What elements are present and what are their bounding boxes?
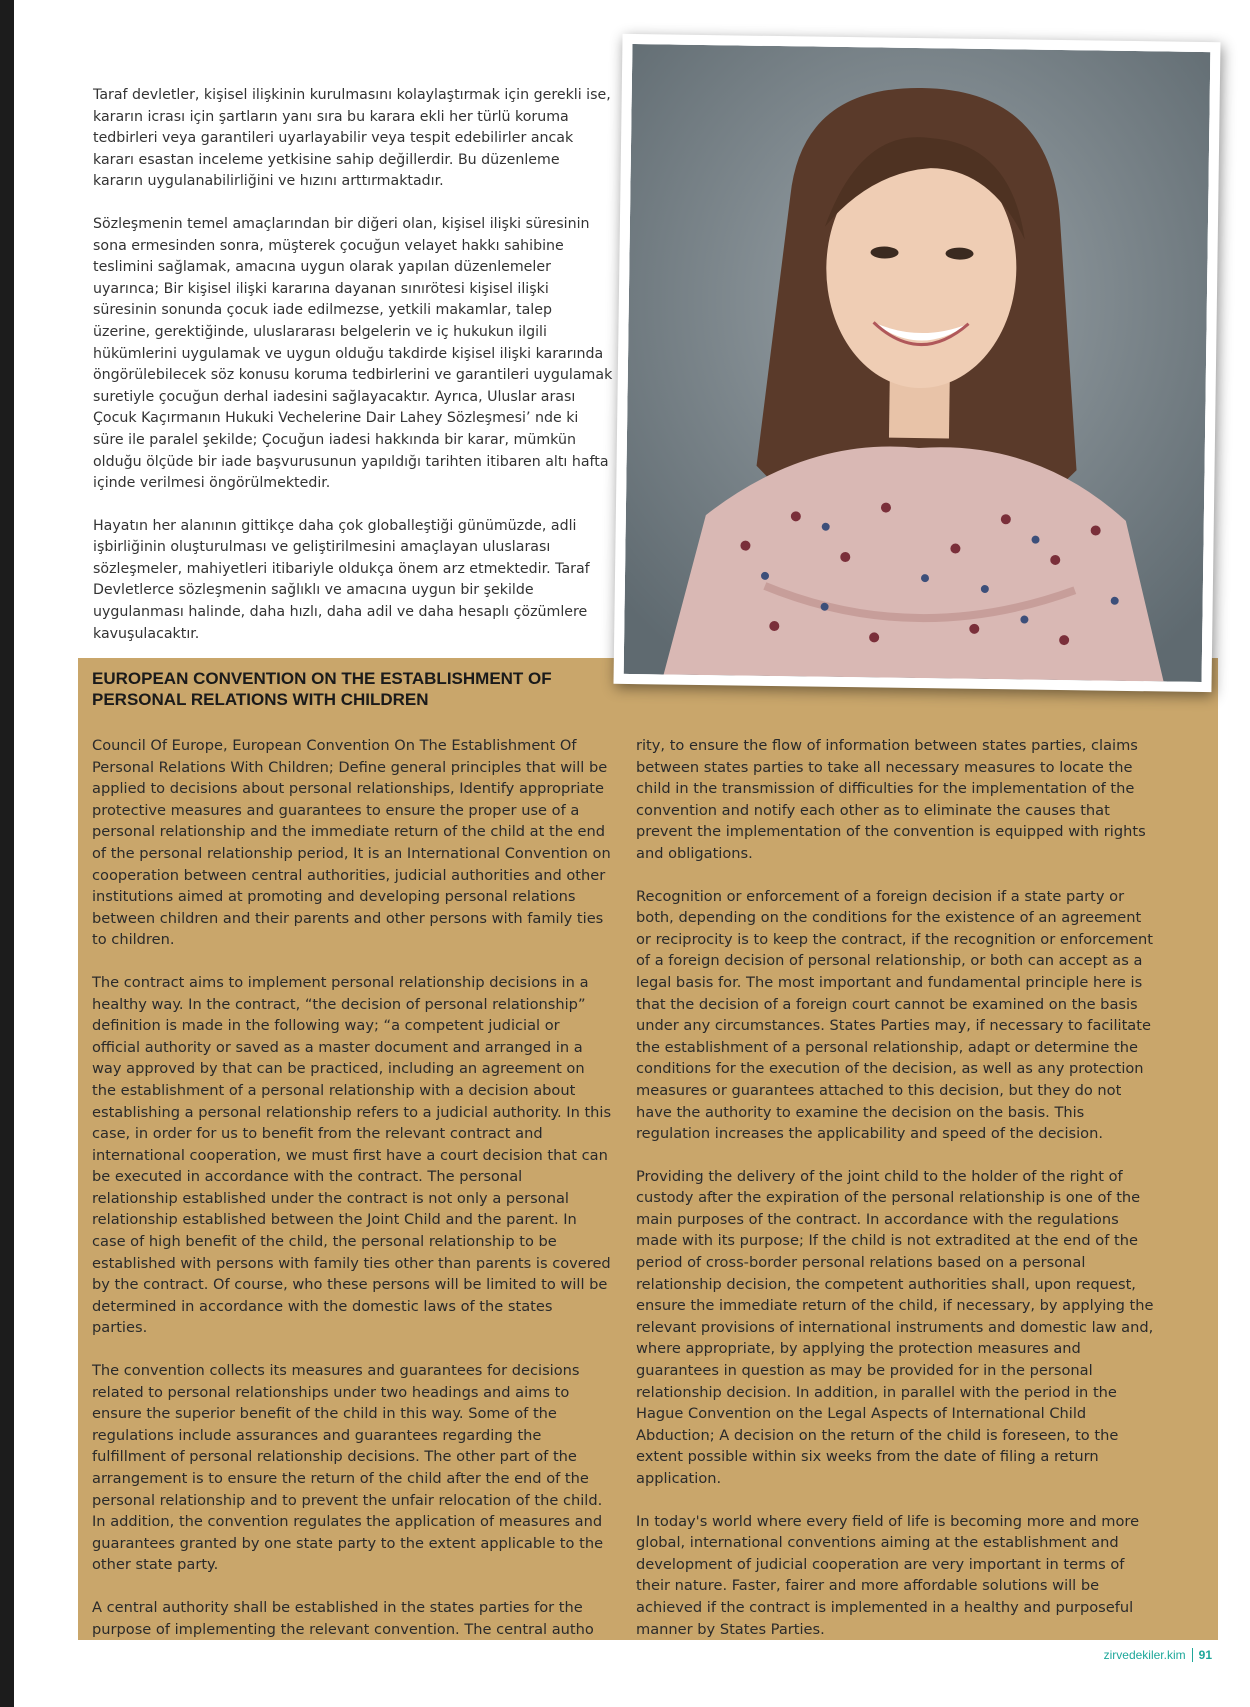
english-paragraph: Council Of Europe, European Convention On The Establishment Of Personal Relations With Children; Define general principles that will be applied to decisions about personal relationships, Identify appropriate protective measures and guarantees to ensure the proper use of a personal relationship and the immediate return of the child at the end of the personal relationship period, It is an International Convention on cooperation between central authorities, judicial authorities and other institutions aimed at promoting and developing personal relations between children and their parents and other persons with family ties to children. — [92, 737, 611, 949]
english-paragraph: In today's world where every field of life is becoming more and more global, international conventions aiming at the establishment and development of judicial cooperation are very important in terms of their nature. Faster, fairer and more affordable solutions will be achieved if the contract is implemented in a healthy and purposeful manner by States Parties. — [636, 1512, 1140, 1638]
english-paragraph: The contract aims to implement personal relationship decisions in a healthy way. In the contract, “the decision of personal relationship” definition is made in the following way; “a competent judicial or official authority or saved as a master document and arranged in a way approved by that can be practiced, including an agreement on the establishment of a personal relationship with a decision about establishing a personal relationship refers to a judicial authority. In this case, in order for us to benefit from the relevant contract and international cooperation, we must first have a court decision that can be executed in accordance with the contract. The personal relationship established under the contract is not only a personal relationship established between the Joint Child and the parent. In case of high benefit of the child, the personal relationship to be established with persons with family ties other than parents is covered by the contract. Of course, who these persons will be limited to will be determined in accordance with the domestic laws of the states parties. — [92, 973, 612, 1337]
footer-divider — [1192, 1648, 1193, 1662]
page-number: 91 — [1198, 1648, 1212, 1662]
footer-site-name: zirvedekiler.kim — [1103, 1648, 1186, 1662]
heading-line: EUROPEAN CONVENTION ON THE ESTABLISHMENT OF — [92, 669, 552, 688]
heading-line: PERSONAL RELATIONS WITH CHILDREN — [92, 690, 429, 709]
page-spine — [0, 0, 14, 1707]
english-paragraph: Recognition or enforcement of a foreign decision if a state party or both, depending on the conditions for the existence of an agreement or reciprocity is to keep the contract, if the recognition or enforcement of a foreign decision of personal relationship, or both can accept as a legal basis for. The most important and fundamental principle here is that the decision of a foreign court cannot be examined on the basis under any circumstances. States Parties may, if necessary to facilitate the establishment of a personal relationship, adapt or determine the conditions for the execution of the decision, as well as any protection measures or guarantees attached to this decision, but they do not have the authority to examine the decision on the basis. This regulation increases the applicability and speed of the decision. — [636, 887, 1154, 1143]
turkish-text-column — [93, 85, 613, 666]
english-text-left-column — [92, 735, 612, 1661]
english-paragraph: A central authority shall be established in the states parties for the purpose of implementing the relevant convention. The central autho — [92, 1598, 594, 1638]
english-paragraph: Providing the delivery of the joint child to the holder of the right of custody after the expiration of the personal relationship is one of the main purposes of the contract. In accordance with the regulations made with its purpose; If the child is not extradited at the end of the period of cross-border personal relations based on a personal relationship decision, the competent authorities shall, upon request, ensure the immediate return of the child, if necessary, by applying the relevant provisions of international instruments and domestic law and, where appropriate, by applying the protection measures and guarantees in question as may be provided for in the personal relationship decision. In addition, in parallel with the period in the Hague Convention on the Legal Aspects of International Child Abduction; A decision on the return of the child is foreseen, to the extent possible within six weeks from the date of filing a return application. — [636, 1167, 1154, 1487]
page-footer — [1104, 1648, 1212, 1662]
portrait-illustration — [624, 44, 1211, 682]
turkish-paragraph: Hayatın her alanının gittikçe daha çok globalleştiği günümüzde, adli işbirliğinin oluşturulması ve geliştirilmesini amaçlayan uluslarası sözleşmeler, mahiyetleri itibariyle oldukça önem arz etmektedir. Taraf Devletlerce sözleşmenin sağlıklı ve amacına uygun bir şekilde uygulanması halinde, daha hızlı, daha adil ve daha hesaplı çözümlere kavuşulacaktır. — [93, 517, 590, 642]
turkish-paragraph: Sözleşmenin temel amaçlarından bir diğeri olan, kişisel ilişki süresinin sona ermesinden sonra, müşterek çocuğun velayet hakkı sahibine teslimini sağlamak, amacına uygun olarak yapılan düzenlemeler uyarınca; Bir kişisel ilişki kararına dayanan sınırötesi kişisel ilişki süresinin sonunda çocuk iade edilmezse, yetkili makamlar, talep üzerine, gerektiğinde, uluslararası belgelerin ve iç hukukun ilgili hükümlerini uygulamak ve uygun olduğu takdirde kişisel ilişki kararında öngörülebilecek söz konusu koruma tedbirlerini ve garantileri uygulamak suretiyle çocuğun derhal iadesini sağlayacaktır. Ayrıca, Uluslar arası Çocuk Kaçırmanın Hukuki Vechelerine Dair Lahey Sözleşmesi’ nde ki süre ile paralel şekilde; Çocuğun iadesi hakkında bir karar, mümkün olduğu ölçüde bir iade başvurusunun yapıldığı tarihten itibaren altı hafta içinde verilmesi öngörülmektedir. — [93, 215, 613, 492]
article-heading — [92, 668, 612, 710]
english-text-right-column — [636, 735, 1156, 1661]
portrait-photo-frame — [613, 34, 1220, 692]
english-paragraph: The convention collects its measures and guarantees for decisions related to personal relationships under two headings and aims to ensure the superior benefit of the child in this way. Some of the regulations include assurances and guarantees regarding the fulfillment of personal relationship decisions. The other part of the arrangement is to ensure the return of the child after the end of the personal relationship and to prevent the unfair relocation of the child. In addition, the convention regulates the application of measures and guarantees granted by one state party to the extent applicable to the other state party. — [92, 1362, 604, 1574]
english-paragraph: rity, to ensure the flow of information between states parties, claims between states parties to take all necessary measures to locate the child in the transmission of difficulties for the implementation of the convention and notify each other as to eliminate the causes that prevent the implementation of the convention is equipped with rights and obligations. — [636, 737, 1146, 862]
turkish-paragraph: Taraf devletler, kişisel ilişkinin kurulmasını kolaylaştırmak için gerekli ise, kararın icrası için şartların yanı sıra bu karara ekli her türlü koruma tedbirleri veya garantileri uyarlayabilir veya tespit edebilirler ancak kararı esastan inceleme yetkisine sahip değillerdir. Bu düzenleme kararın uygulanabilirliğini ve hızını arttırmaktadır. — [93, 87, 611, 190]
portrait-photo — [624, 44, 1211, 682]
